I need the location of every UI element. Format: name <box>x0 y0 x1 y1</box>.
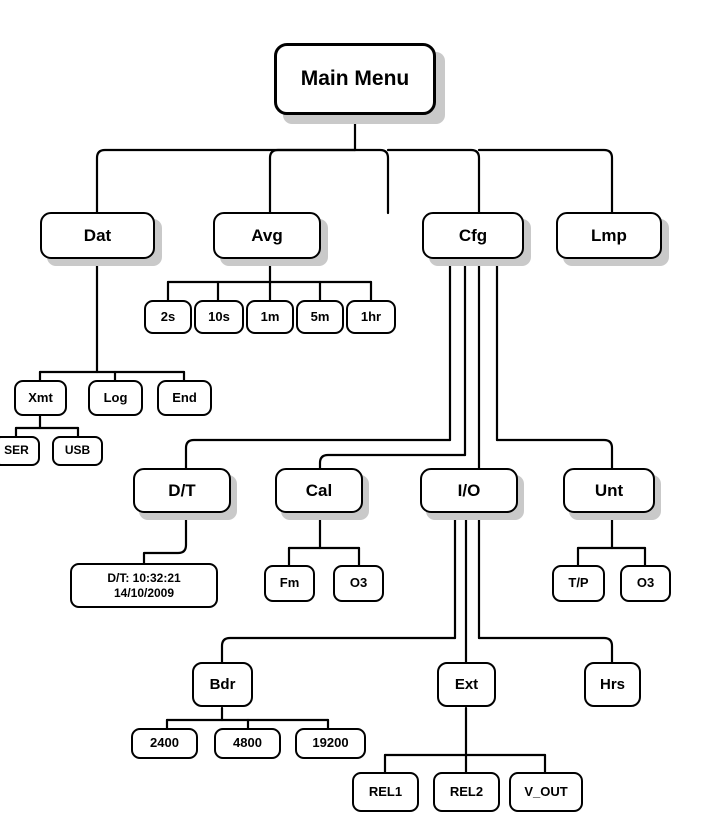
node-cal-fm[interactable] <box>264 565 315 602</box>
node-ext-label: Ext <box>454 675 479 693</box>
node-xmt-label: Xmt <box>28 389 53 405</box>
node-ext-rel1-label: REL1 <box>368 783 403 799</box>
node-avg-1hr-label: 1hr <box>360 308 382 324</box>
node-bdr-label: Bdr <box>209 675 236 693</box>
node-dt-value-line1: D/T: 10:32:21 <box>107 570 181 585</box>
node-bdr[interactable] <box>192 662 253 707</box>
node-cfg[interactable] <box>422 212 524 259</box>
node-end-label: End <box>172 389 197 405</box>
node-unt-o3-label: O3 <box>636 575 655 591</box>
node-bdr-4800-label: 4800 <box>233 735 262 751</box>
node-avg-1m-label: 1m <box>260 308 280 324</box>
node-log[interactable] <box>88 380 143 416</box>
node-bdr-19200-label: 19200 <box>312 735 349 751</box>
node-avg[interactable] <box>213 212 321 259</box>
node-main-menu[interactable] <box>274 43 436 115</box>
node-end[interactable] <box>157 380 212 416</box>
node-unt-label: Unt <box>594 480 624 500</box>
node-bdr-2400[interactable] <box>131 728 198 759</box>
node-avg-5m-label: 5m <box>310 308 330 324</box>
node-dt-value <box>70 563 218 608</box>
node-ext-vout[interactable] <box>509 772 583 812</box>
node-dat-label: Dat <box>83 225 112 245</box>
node-avg-10s[interactable] <box>194 300 244 334</box>
node-usb[interactable] <box>52 436 103 466</box>
node-dt-label: D/T <box>168 480 196 500</box>
node-bdr-2400-label: 2400 <box>150 735 179 751</box>
node-xmt[interactable] <box>14 380 67 416</box>
node-lmp[interactable] <box>556 212 662 259</box>
node-cal-o3-label: O3 <box>349 575 368 591</box>
node-avg-5m[interactable] <box>296 300 344 334</box>
node-unt-o3[interactable] <box>620 565 671 602</box>
node-dat[interactable] <box>40 212 155 259</box>
node-cfg-label: Cfg <box>458 225 488 245</box>
node-unt-tp-label: T/P <box>568 575 589 591</box>
node-main-menu-label: Main Menu <box>300 66 410 90</box>
node-bdr-19200[interactable] <box>295 728 366 759</box>
node-log-label: Log <box>103 389 128 405</box>
node-avg-10s-label: 10s <box>208 308 230 324</box>
node-ext-rel2[interactable] <box>433 772 500 812</box>
node-cal-fm-label: Fm <box>279 575 300 591</box>
node-io-label: I/O <box>457 480 481 500</box>
node-cal-label: Cal <box>305 480 333 500</box>
node-avg-2s-label: 2s <box>160 308 176 324</box>
node-hrs-label: Hrs <box>599 675 625 693</box>
node-ext[interactable] <box>437 662 496 707</box>
node-ext-rel2-label: REL2 <box>449 783 484 799</box>
node-unt-tp[interactable] <box>552 565 605 602</box>
node-unt[interactable] <box>563 468 655 513</box>
node-avg-2s[interactable] <box>144 300 192 334</box>
node-io[interactable] <box>420 468 518 513</box>
node-hrs[interactable] <box>584 662 641 707</box>
node-avg-1hr[interactable] <box>346 300 396 334</box>
node-dt[interactable] <box>133 468 231 513</box>
node-bdr-4800[interactable] <box>214 728 281 759</box>
node-dt-value-line2: 14/10/2009 <box>113 585 175 600</box>
node-ser-label: SER <box>4 443 29 458</box>
node-avg-label: Avg <box>251 225 283 245</box>
node-cal[interactable] <box>275 468 363 513</box>
node-ext-rel1[interactable] <box>352 772 419 812</box>
node-avg-1m[interactable] <box>246 300 294 334</box>
node-ser[interactable] <box>0 436 40 466</box>
node-cal-o3[interactable] <box>333 565 384 602</box>
node-usb-label: USB <box>64 443 91 458</box>
node-ext-vout-label: V_OUT <box>524 783 568 799</box>
node-lmp-label: Lmp <box>591 225 627 245</box>
